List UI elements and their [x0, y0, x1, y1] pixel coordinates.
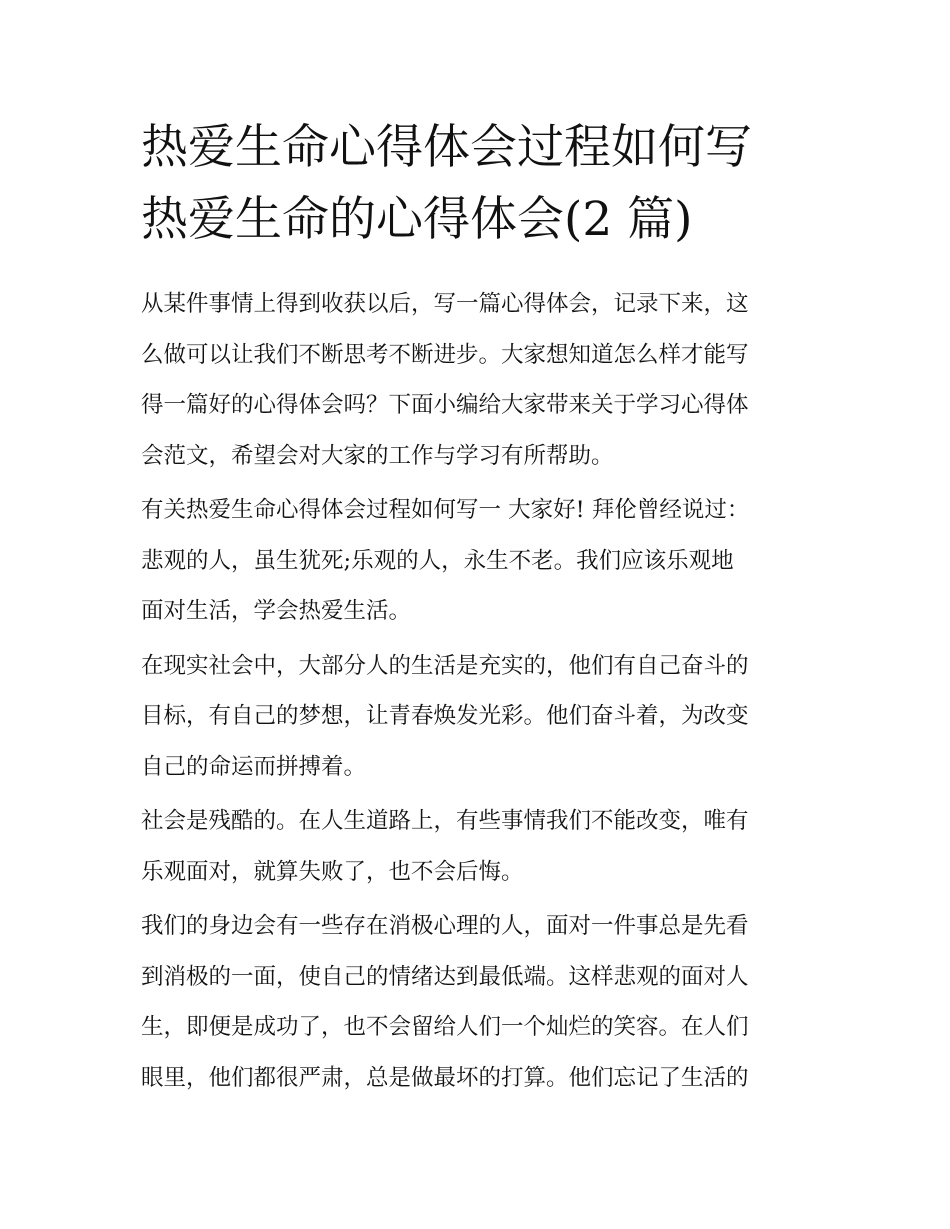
- document-title: [141, 112, 817, 256]
- text-line: 到消极的一面，使自己的情绪达到最低端。这样悲观的面对人: [141, 963, 749, 990]
- paragraph: [141, 485, 817, 637]
- paragraph: [141, 279, 817, 481]
- text-line: 面对生活，学会热爱生活。: [141, 598, 412, 624]
- title-line: 热爱生命的心得体会(2 篇): [141, 192, 693, 247]
- text-line: 得一篇好的心得体会吗？下面小编给大家带来关于学习心得体: [141, 392, 749, 418]
- text-line: 乐观面对，就算失败了，也不会后悔。: [141, 858, 524, 885]
- text-line: 眼里，他们都很严肃，总是做最坏的打算。他们忘记了生活的: [141, 1064, 749, 1091]
- text-line: 悲观的人，虽生犹死;乐观的人，永生不老。我们应该乐观地: [141, 547, 734, 574]
- text-line: 会范文，希望会对大家的工作与学习有所帮助。: [141, 442, 614, 469]
- text-line: 么做可以让我们不断思考不断进步。大家想知道怎么样才能写: [141, 341, 749, 368]
- text-line: 自己的命运而拼搏着。: [141, 753, 367, 780]
- paragraph: [141, 796, 817, 897]
- text-line: 从某件事情上得到收获以后，写一篇心得体会，记录下来，这: [141, 291, 749, 317]
- text-line: 我们的身边会有一些存在消极心理的人，面对一件事总是先看: [141, 913, 749, 939]
- document-content: [141, 112, 817, 1107]
- paragraph: [141, 901, 817, 1103]
- text-line: 在现实社会中，大部分人的生活是充实的，他们有自己奋斗的: [141, 652, 749, 679]
- text-line: 目标，有自己的梦想，让青春焕发光彩。他们奋斗着，为改变: [141, 703, 749, 729]
- text-line: 生，即便是成功了，也不会留给人们一个灿烂的笑容。在人们: [141, 1014, 749, 1040]
- document-body: [141, 279, 817, 1103]
- title-line: 热爱生命心得体会过程如何写: [141, 120, 752, 175]
- text-line: 有关热爱生命心得体会过程如何写一 大家好! 拜伦曾经说过：: [141, 497, 750, 523]
- paragraph: [141, 641, 817, 793]
- text-line: 社会是残酷的。在人生道路上，有些事情我们不能改变，唯有: [141, 808, 749, 834]
